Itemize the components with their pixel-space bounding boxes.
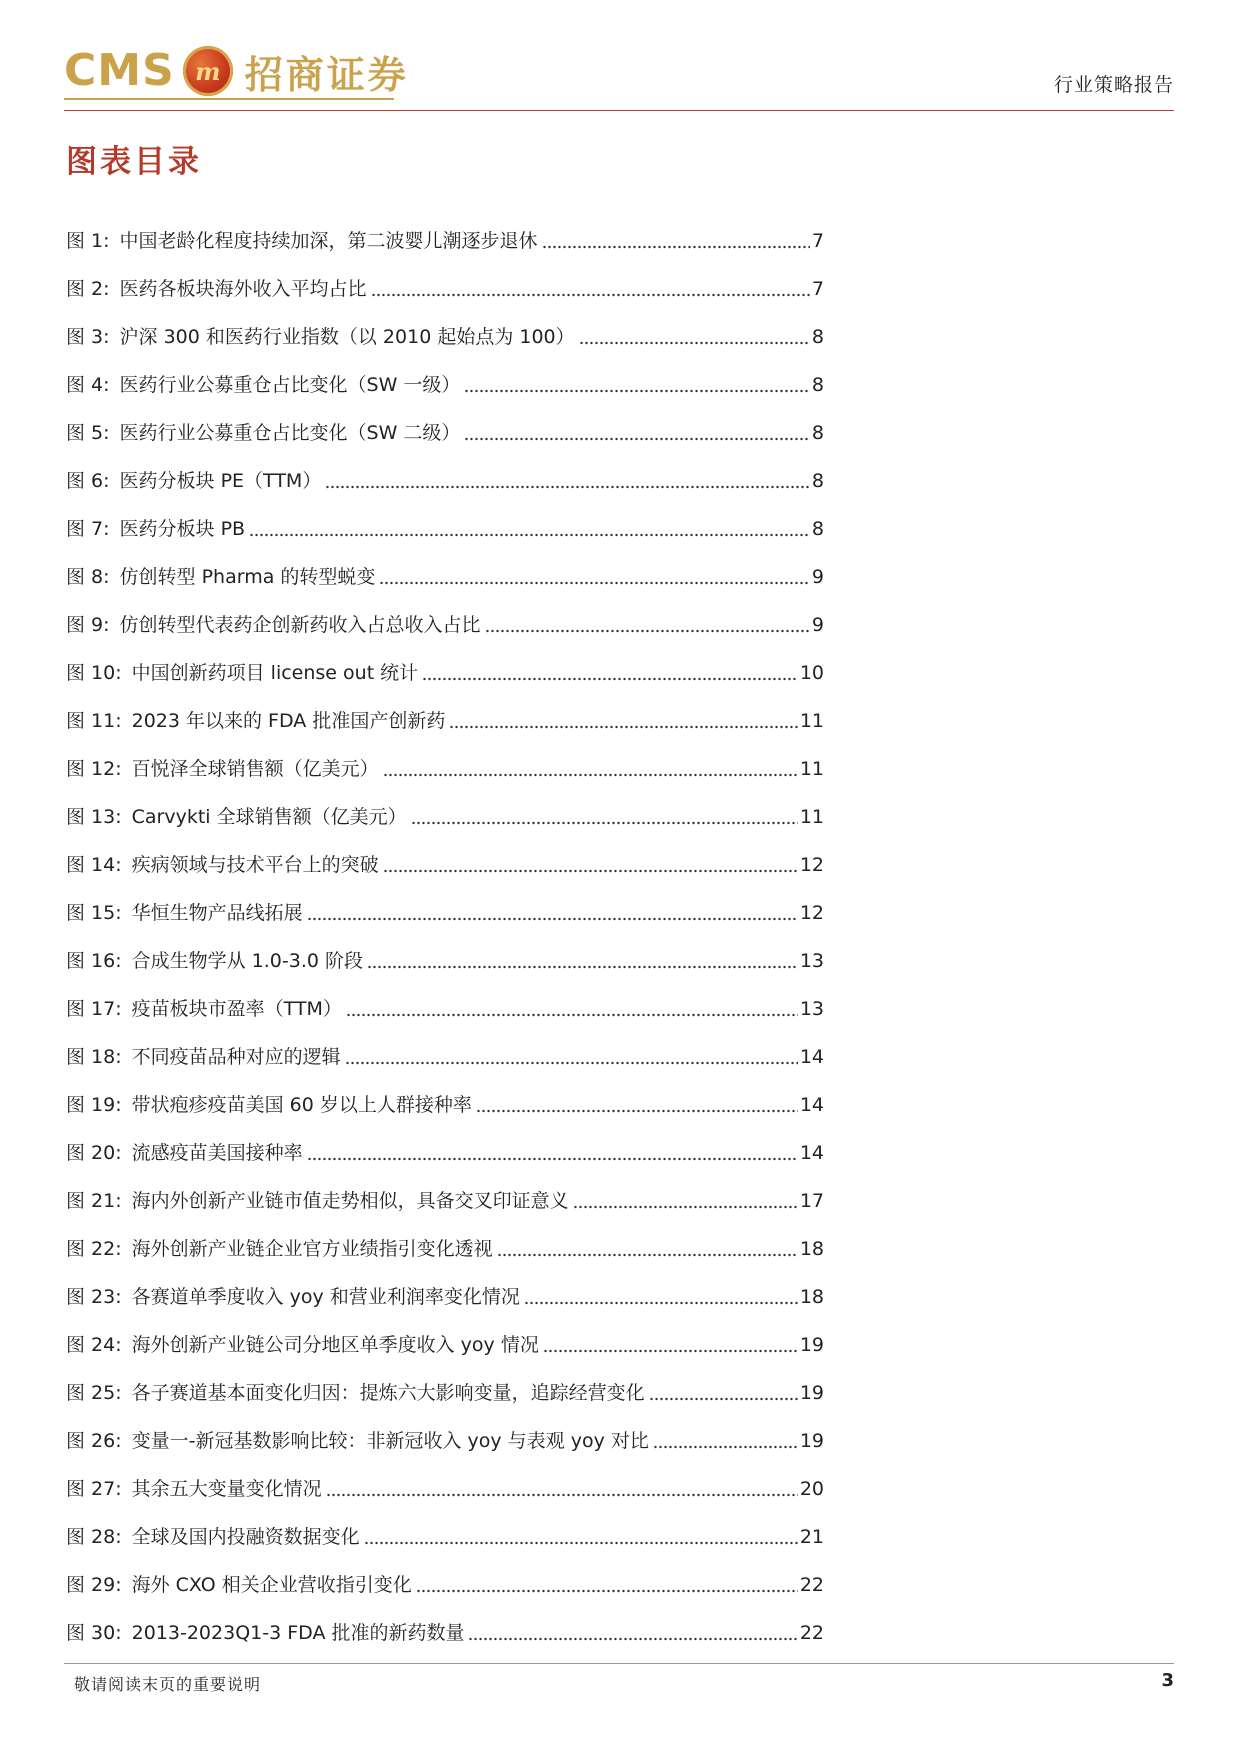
toc-entry-colon: :: [115, 902, 122, 924]
toc-entry[interactable]: [66, 925, 824, 973]
toc-entry-colon: :: [115, 1622, 122, 1644]
toc-dot-leader: [485, 629, 810, 633]
toc-dot-leader: [364, 1541, 798, 1545]
logo-wordmark: CMS: [64, 45, 175, 96]
toc-dot-leader: [449, 725, 797, 729]
toc-entry[interactable]: [66, 493, 824, 541]
toc-title: 图表目录: [66, 144, 202, 180]
toc-entry-page: 19: [799, 1430, 824, 1452]
toc-dot-leader: [573, 1205, 798, 1209]
toc-entry-label: 图 21: [66, 1190, 116, 1212]
toc-entry-title: 海外 CXO 相关企业营收指引变化: [131, 1574, 412, 1596]
toc-entry-colon: :: [115, 1478, 122, 1500]
toc-entry[interactable]: [66, 589, 824, 637]
toc-entry[interactable]: [66, 205, 824, 253]
toc-entry[interactable]: [66, 973, 824, 1021]
toc-entry-colon: :: [103, 614, 110, 636]
toc-dot-leader: [307, 917, 798, 921]
toc-entry-colon: :: [103, 326, 110, 348]
toc-entry[interactable]: [66, 829, 824, 877]
toc-dot-leader: [524, 1301, 798, 1305]
toc-dot-leader: [543, 1349, 798, 1353]
toc-entry[interactable]: [66, 1549, 824, 1597]
toc-dot-leader: [649, 1397, 798, 1401]
toc-entry-page: 21: [799, 1526, 824, 1548]
toc-entry-page: 19: [799, 1382, 824, 1404]
toc-entry-label: 图 26: [66, 1430, 116, 1452]
toc-dot-leader: [579, 341, 810, 345]
toc-entry-colon: :: [115, 1430, 122, 1452]
toc-entry-page: 18: [799, 1238, 824, 1260]
toc-entry-title: 变量一-新冠基数影响比较：非新冠收入 yoy 与表观 yoy 对比: [131, 1430, 649, 1452]
toc-entry-title: 各子赛道基本面变化归因：提炼六大影响变量，追踪经营变化: [131, 1382, 645, 1404]
toc-dot-leader: [383, 869, 798, 873]
toc-entry-label: 图 12: [66, 758, 116, 780]
toc-entry-page: 12: [799, 854, 824, 876]
toc-entry-colon: :: [103, 422, 110, 444]
toc-entry-label: 图 18: [66, 1046, 116, 1068]
toc-entry[interactable]: [66, 541, 824, 589]
cms-logo: [64, 40, 409, 102]
toc-entry-title: 2013-2023Q1-3 FDA 批准的新药数量: [131, 1622, 465, 1644]
toc-entry-label: 图 4: [66, 374, 104, 396]
toc-entry-title: 疫苗板块市盈率（TTM）: [131, 998, 342, 1020]
toc-entry-title: 仿创转型代表药企创新药收入占总收入占比: [119, 614, 481, 636]
toc-dot-leader: [371, 293, 810, 297]
toc-entry[interactable]: [66, 1453, 824, 1501]
toc-entry-label: 图 10: [66, 662, 116, 684]
toc-entry-page: 19: [799, 1334, 824, 1356]
toc-entry-page: 22: [799, 1622, 824, 1644]
toc-entry-title: 不同疫苗品种对应的逻辑: [131, 1046, 341, 1068]
toc-entry-page: 14: [799, 1046, 824, 1068]
toc-entry-colon: :: [103, 566, 110, 588]
toc-entry-label: 图 1: [66, 230, 104, 252]
logo-underline: [64, 98, 394, 100]
toc-dot-leader: [497, 1253, 798, 1257]
toc-dot-leader: [326, 1493, 798, 1497]
toc-entry-label: 图 16: [66, 950, 116, 972]
toc-entry[interactable]: [66, 781, 824, 829]
logo-badge-icon: m: [183, 46, 233, 96]
toc-list: [66, 205, 824, 1645]
toc-entry-colon: :: [103, 470, 110, 492]
toc-entry-page: 9: [811, 614, 824, 636]
toc-entry-colon: :: [115, 998, 122, 1020]
toc-entry-page: 12: [799, 902, 824, 924]
toc-entry-label: 图 20: [66, 1142, 116, 1164]
toc-entry[interactable]: [66, 253, 824, 301]
toc-entry-colon: :: [115, 1526, 122, 1548]
toc-entry-colon: :: [103, 278, 110, 300]
toc-entry-title: 海内外创新产业链市值走势相似，具备交叉印证意义: [131, 1190, 569, 1212]
toc-entry-title: 合成生物学从 1.0-3.0 阶段: [131, 950, 363, 972]
toc-entry-page: 18: [799, 1286, 824, 1308]
toc-dot-leader: [383, 773, 798, 777]
toc-entry-label: 图 27: [66, 1478, 116, 1500]
toc-entry-colon: :: [115, 1238, 122, 1260]
toc-entry-title: 沪深 300 和医药行业指数（以 2010 起始点为 100）: [119, 326, 575, 348]
toc-entry[interactable]: [66, 1069, 824, 1117]
toc-entry-label: 图 9: [66, 614, 104, 636]
toc-entry[interactable]: [66, 445, 824, 493]
toc-dot-leader: [422, 677, 798, 681]
toc-entry-title: 带状疱疹疫苗美国 60 岁以上人群接种率: [131, 1094, 472, 1116]
toc-dot-leader: [367, 965, 798, 969]
page-header: [64, 40, 1174, 112]
toc-entry-page: 20: [799, 1478, 824, 1500]
toc-dot-leader: [464, 437, 809, 441]
toc-entry-title: 其余五大变量变化情况: [131, 1478, 322, 1500]
toc-entry-page: 8: [811, 422, 824, 444]
toc-entry-label: 图 14: [66, 854, 116, 876]
toc-entry-label: 图 7: [66, 518, 104, 540]
toc-entry-page: 11: [799, 758, 824, 780]
toc-entry-label: 图 29: [66, 1574, 116, 1596]
toc-entry[interactable]: [66, 733, 824, 781]
toc-entry-colon: :: [115, 806, 122, 828]
toc-dot-leader: [307, 1157, 798, 1161]
toc-dot-leader: [653, 1445, 798, 1449]
toc-entry[interactable]: [66, 349, 824, 397]
toc-entry-label: 图 25: [66, 1382, 116, 1404]
toc-entry-colon: :: [115, 1382, 122, 1404]
toc-entry-colon: :: [115, 1094, 122, 1116]
toc-entry-page: 7: [811, 230, 824, 252]
toc-entry-label: 图 24: [66, 1334, 116, 1356]
toc-entry-label: 图 13: [66, 806, 116, 828]
toc-entry-title: 医药分板块 PB: [119, 518, 246, 540]
toc-entry-colon: :: [115, 710, 122, 732]
toc-entry-colon: :: [115, 1574, 122, 1596]
toc-entry-page: 14: [799, 1094, 824, 1116]
toc-entry-colon: :: [115, 1046, 122, 1068]
toc-entry-title: 中国老龄化程度持续加深，第二波婴儿潮逐步退休: [119, 230, 538, 252]
toc-entry[interactable]: [66, 1405, 824, 1453]
toc-entry-title: 百悦泽全球销售额（亿美元）: [131, 758, 379, 780]
toc-entry-colon: :: [103, 230, 110, 252]
toc-entry[interactable]: [66, 1357, 824, 1405]
toc-entry[interactable]: [66, 685, 824, 733]
toc-entry-title: Carvykti 全球销售额（亿美元）: [131, 806, 407, 828]
toc-entry[interactable]: [66, 1117, 824, 1165]
toc-dot-leader: [249, 533, 810, 537]
toc-entry-page: 11: [799, 710, 824, 732]
toc-entry-title: 医药行业公募重仓占比变化（SW 一级）: [119, 374, 461, 396]
toc-entry-title: 海外创新产业链公司分地区单季度收入 yoy 情况: [131, 1334, 539, 1356]
toc-entry[interactable]: [66, 1261, 824, 1309]
toc-entry-title: 医药行业公募重仓占比变化（SW 二级）: [119, 422, 461, 444]
toc-entry-label: 图 3: [66, 326, 104, 348]
toc-entry-title: 各赛道单季度收入 yoy 和营业利润率变化情况: [131, 1286, 520, 1308]
toc-entry-label: 图 8: [66, 566, 104, 588]
toc-entry[interactable]: [66, 397, 824, 445]
toc-entry-title: 医药分板块 PE（TTM）: [119, 470, 322, 492]
toc-entry-label: 图 28: [66, 1526, 116, 1548]
toc-entry-page: 8: [811, 518, 824, 540]
toc-entry-title: 海外创新产业链企业官方业绩指引变化透视: [131, 1238, 493, 1260]
toc-entry-page: 14: [799, 1142, 824, 1164]
toc-entry-colon: :: [115, 854, 122, 876]
toc-entry-colon: :: [115, 950, 122, 972]
toc-dot-leader: [346, 1013, 798, 1017]
toc-entry-title: 疾病领域与技术平台上的突破: [131, 854, 379, 876]
toc-entry-label: 图 22: [66, 1238, 116, 1260]
toc-entry-page: 17: [799, 1190, 824, 1212]
toc-dot-leader: [464, 389, 809, 393]
toc-entry-page: 9: [811, 566, 824, 588]
toc-dot-leader: [476, 1109, 798, 1113]
toc-entry[interactable]: [66, 1309, 824, 1357]
toc-dot-leader: [325, 485, 810, 489]
toc-entry-label: 图 2: [66, 278, 104, 300]
toc-entry-label: 图 5: [66, 422, 104, 444]
header-divider: [64, 110, 1174, 111]
toc-dot-leader: [468, 1637, 797, 1641]
toc-entry-colon: :: [115, 1142, 122, 1164]
footer-disclaimer: 敬请阅读末页的重要说明: [74, 1675, 262, 1694]
toc-entry[interactable]: [66, 301, 824, 349]
logo-chinese-name: 招商证券: [244, 51, 409, 97]
toc-entry[interactable]: [66, 1165, 824, 1213]
toc-entry-label: 图 17: [66, 998, 116, 1020]
toc-entry-label: 图 19: [66, 1094, 116, 1116]
toc-dot-leader: [416, 1589, 798, 1593]
toc-entry-page: 8: [811, 326, 824, 348]
toc-entry-title: 全球及国内投融资数据变化: [131, 1526, 360, 1548]
toc-entry-label: 图 23: [66, 1286, 116, 1308]
toc-entry[interactable]: [66, 637, 824, 685]
toc-entry-page: 8: [811, 374, 824, 396]
toc-entry-colon: :: [115, 758, 122, 780]
toc-entry-colon: :: [115, 662, 122, 684]
toc-entry[interactable]: [66, 1501, 824, 1549]
toc-entry-title: 医药各板块海外收入平均占比: [119, 278, 367, 300]
footer-divider: [64, 1663, 1174, 1664]
toc-entry-title: 2023 年以来的 FDA 批准国产创新药: [131, 710, 446, 732]
toc-entry-page: 8: [811, 470, 824, 492]
toc-entry-label: 图 11: [66, 710, 116, 732]
toc-dot-leader: [345, 1061, 798, 1065]
toc-entry-page: 13: [799, 950, 824, 972]
toc-entry-title: 仿创转型 Pharma 的转型蜕变: [119, 566, 376, 588]
toc-entry-colon: :: [115, 1190, 122, 1212]
toc-entry-colon: :: [115, 1334, 122, 1356]
toc-entry[interactable]: [66, 1021, 824, 1069]
toc-entry-page: 13: [799, 998, 824, 1020]
toc-entry-page: 11: [799, 806, 824, 828]
toc-entry-page: 10: [799, 662, 824, 684]
toc-entry-title: 中国创新药项目 license out 统计: [131, 662, 419, 684]
toc-entry[interactable]: [66, 1597, 824, 1645]
toc-entry-colon: :: [103, 374, 110, 396]
toc-entry-label: 图 30: [66, 1622, 116, 1644]
page-number: 3: [1161, 1670, 1174, 1691]
toc-entry-page: 22: [799, 1574, 824, 1596]
toc-entry-page: 7: [811, 278, 824, 300]
toc-dot-leader: [379, 581, 810, 585]
toc-entry[interactable]: [66, 877, 824, 925]
toc-dot-leader: [411, 821, 798, 825]
toc-entry-title: 华恒生物产品线拓展: [131, 902, 303, 924]
toc-entry[interactable]: [66, 1213, 824, 1261]
toc-entry-label: 图 6: [66, 470, 104, 492]
toc-entry-colon: :: [115, 1286, 122, 1308]
toc-dot-leader: [542, 245, 810, 249]
toc-entry-label: 图 15: [66, 902, 116, 924]
toc-entry-title: 流感疫苗美国接种率: [131, 1142, 303, 1164]
report-type-label: 行业策略报告: [1053, 74, 1174, 96]
toc-entry-colon: :: [103, 518, 110, 540]
